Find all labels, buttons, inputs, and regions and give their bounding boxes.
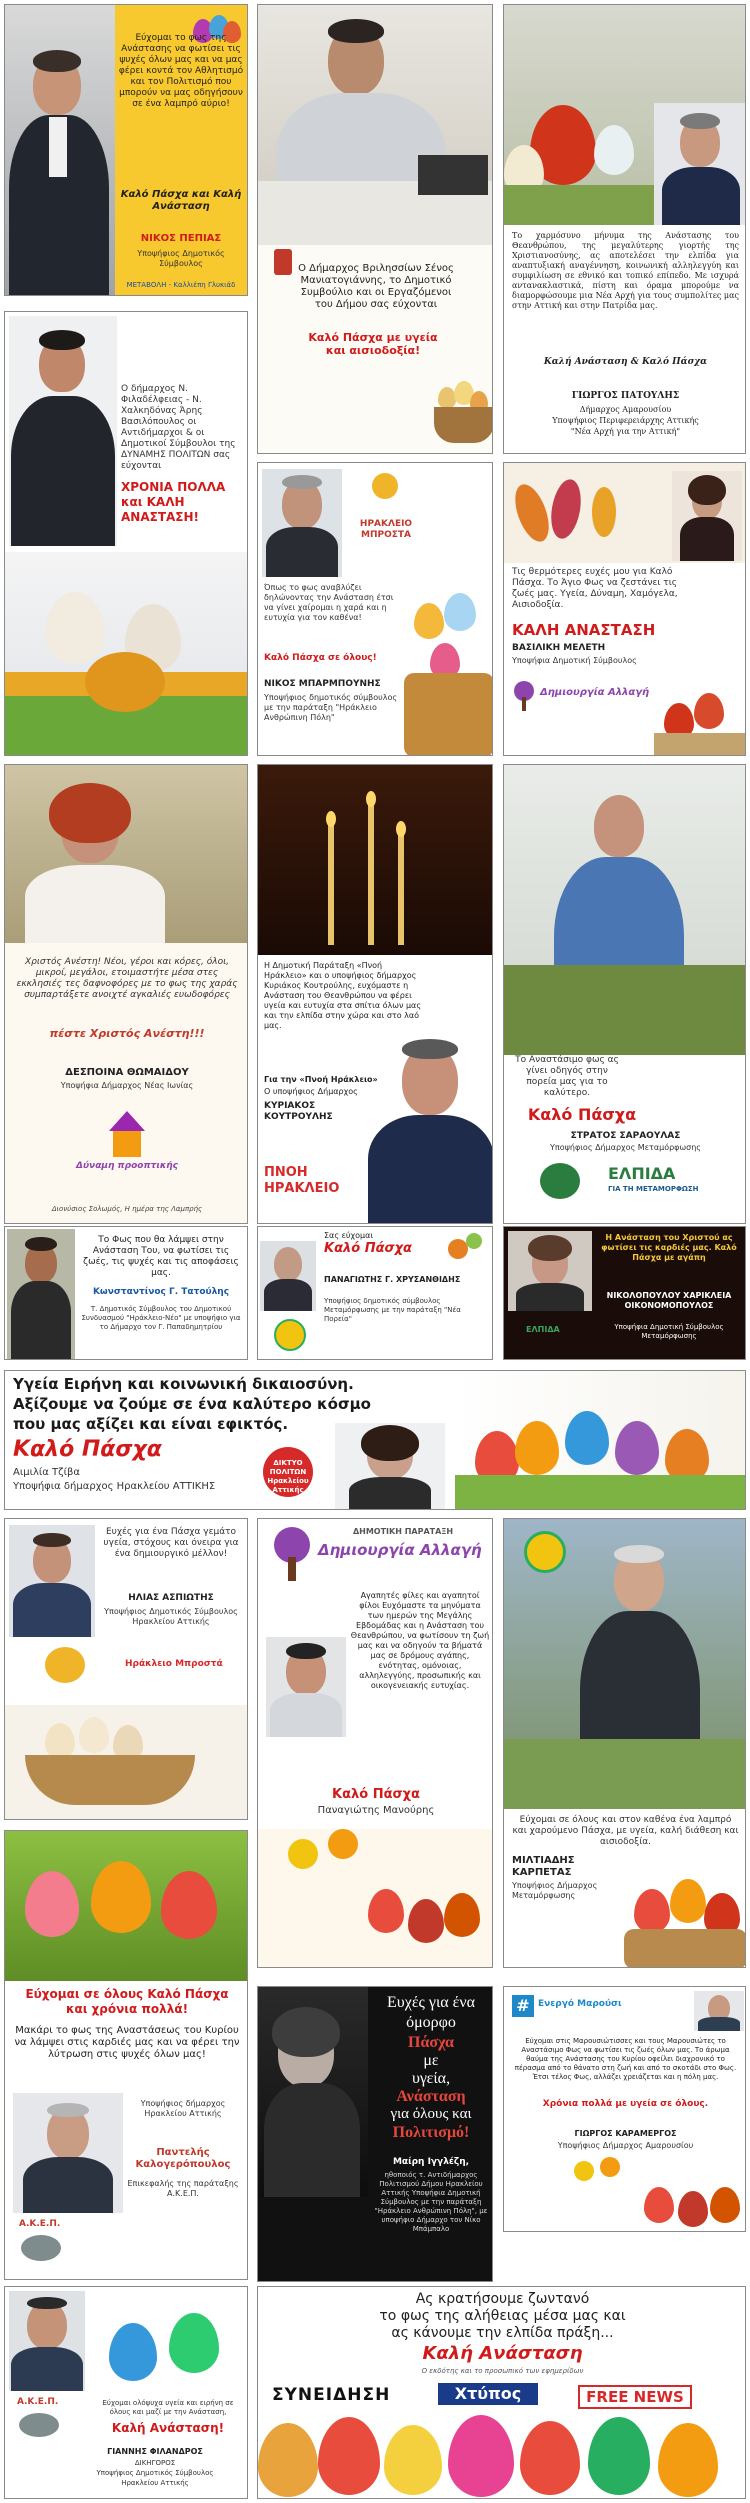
ad-body: Τις θερμότερες ευχές μου για Καλό Πάσχα. Το Άγιο Φως να ζεστάνει τις ζωές μας. Υγεία, Δύναμη, Χαμόγελα, Αισιοδοξία.	[512, 567, 678, 610]
portrait-photo	[335, 1423, 445, 1510]
candidate-name: ΠΑΝΑΓΙΩΤΗΣ Γ. ΧΡΥΣΑΝΘΙΔΗΣ	[324, 1275, 461, 1284]
ad-koutroulis	[257, 764, 493, 1224]
candidate-name: ΚΥΡΙΑΚΟΣ ΚΟΥΤΡΟΥΛΗΣ	[264, 1101, 333, 1122]
portrait-photo	[694, 1991, 744, 2031]
party-logo	[356, 473, 416, 513]
party-logo-emblem	[524, 1531, 566, 1573]
candidate-name: ΗΛΙΑΣ ΑΣΠΙΩΤΗΣ	[128, 1593, 214, 1603]
portrait-photo	[508, 1231, 592, 1311]
candidate-role: Υποψήφιος Δήμαρχος Αμαρουσίου	[557, 2141, 694, 2150]
footer-text: Διονύσιος Σολωμός, Η ημέρα της Λαμπρής	[51, 1205, 203, 1213]
flowers-eggs	[544, 2157, 744, 2232]
candidate-name: Παναγιώτης Μανούρης	[317, 1805, 435, 1816]
greeting: Καλό Πάσχα	[527, 1105, 637, 1124]
headline-2: όμορφο	[406, 2014, 456, 2031]
candidate-name: Μαίρη Ιγγλέζη,	[392, 2157, 470, 2167]
party-logo-tree	[512, 681, 536, 711]
portrait-photo	[504, 765, 746, 1055]
candidate-role: Υποψήφια Δήμαρχος Νέας Ιωνίας	[60, 1081, 194, 1090]
candidate-name: ΣΤΡΑΤΟΣ ΣΑΡΑΟΥΛΑΣ	[570, 1131, 681, 1141]
party-name: "Νέα Αρχή για την Αττική"	[570, 427, 681, 436]
greeting: Καλή Ανάσταση	[422, 2343, 583, 2364]
ad-filandros	[4, 2286, 248, 2499]
candidate-name: ΝΙΚΟΣ ΜΠΑΡΜΠΟΥΝΗΣ	[264, 679, 381, 689]
party-logo-text: Ηράκλειο Μπροστά	[125, 1659, 223, 1669]
ad-newspaper	[257, 2286, 746, 2499]
ad-maniatogiannis	[257, 4, 493, 454]
line-2: το φως της αλήθειας μέσα μας και	[379, 2308, 626, 2324]
line-3: ας κάνουμε την ελπίδα πράξη...	[391, 2325, 614, 2341]
candidate-role: Υποψήφιος δημοτικός σύμβουλος Μεταμόρφωσης με την παράταξη "Νέα Πορεία"	[324, 1297, 461, 1323]
easter-eggs	[654, 663, 746, 756]
headline-3: Πάσχα	[408, 2034, 454, 2051]
greeting: Εύχομαι σε όλους Καλό Πάσχα και χρόνια πολλά!	[25, 1987, 229, 2016]
easter-eggs-banner	[455, 1371, 746, 1510]
footer-text: ΜΕΤΑΒΟΛΗ - Καλλιέπη Γλυκιάδ	[126, 281, 236, 289]
portrait-photo	[9, 316, 117, 546]
ad-body: Το Φως που θα λάμψει στην Ανάσταση Του, να φωτίσει τις ζωές, τις ψυχές και τις αποφάσεις μας.	[83, 1235, 239, 1278]
party-logo-hands	[21, 2235, 61, 2261]
ad-body: Εύχομαι στις Μαρουσιώτισσες και τους Μαρουσιώτες το Αναστάσιμο Φως να φωτίσει τις ζωές όλων μας. Το άρωμα θαύμα της Ανάστασης του Κυρίου οφείλει διαχρονικό το πέρασμα από το θάνατο στη ζωή και από το σκοτάδι στο Φως. Έτσι τέλος Φως, αλλάζει χρειάζεται και η πόλη μας.	[514, 2037, 737, 2081]
greeting: ΚΑΛΗ ΑΝΑΣΤΑΣΗ	[512, 621, 656, 639]
party-logo-text: ΠΝΟΗ ΗΡΑΚΛΕΙΟ	[264, 1165, 340, 1196]
ad-thomaidou	[4, 764, 248, 1224]
line-1: Ας κρατήσουμε ζωντανό	[415, 2291, 590, 2307]
ad-meleti	[503, 462, 746, 756]
candidate-name: ΔΕΣΠΟΙΝΑ ΘΩΜΑΙΔΟΥ	[65, 1067, 189, 1078]
portrait-photo	[260, 1241, 316, 1311]
greeting-prefix: Για την «Πνοή Ηράκλειο»	[264, 1075, 378, 1084]
party-logo-text: ΕΛΠΙΔΑ	[608, 1164, 676, 1183]
ad-barmpounis	[257, 462, 493, 756]
candidate-role: Υποψήφιος Δήμαρχος Μεταμόρφωσης	[550, 1143, 701, 1152]
easter-eggs	[624, 1859, 746, 1968]
ad-manouris	[257, 1518, 493, 1968]
headline-8: Πολιτισμό!	[392, 2124, 470, 2141]
easter-basket	[5, 1705, 248, 1820]
easter-eggs-grass	[5, 1831, 248, 1981]
ad-tatoulis	[4, 1226, 248, 1360]
portrait-photo	[7, 1229, 75, 1359]
candidate-name: ΝΙΚΟΛΟΠΟΥΛΟΥ ΧΑΡΙΚΛΕΙΑ ΟΙΚΟΝΟΜΟΠΟΥΛΟΣ	[606, 1291, 732, 1310]
party-logo-text: Ενεργό Μαρούσι	[538, 1999, 622, 2009]
portrait-photo	[13, 2093, 123, 2213]
ad-karpetas	[503, 1518, 746, 1968]
party-logo-text: Δημιουργία Αλλαγή	[318, 1541, 482, 1559]
greeting: Καλό Πάσχα σε όλους!	[264, 653, 377, 663]
candidate-role: Υποψήφια δήμαρχος Ηρακλείου ΑΤΤΙΚΗΣ	[13, 1481, 216, 1492]
line-3: που μας αξίζει και είναι εφικτός.	[13, 1415, 289, 1433]
party-logo-text: ΔΙΚΤΥΟ ΠΟΛΙΤΩΝ Ηρακλείου Αττικής	[267, 1459, 309, 1494]
brand-free-news: FREE NEWS	[578, 2385, 692, 2409]
candidate-role-3: Ηρακλείου Αττικής	[121, 2479, 189, 2487]
ad-chrysanthidis	[257, 1226, 493, 1360]
party-logo-tree	[270, 1527, 314, 1581]
ad-body: Όπως το φως αναβλύζει δηλώνοντας την Ανάσταση έτσι να γίνει χαίρομαι η χαρά και η ευτυχία για τον καθένα!	[264, 583, 394, 622]
greeting: Καλή Ανάσταση!	[111, 2421, 225, 2435]
flower-basket	[434, 347, 493, 447]
candidate-role: Δήμαρχος Αμαρουσίου	[579, 405, 672, 414]
ad-body: Το χαρμόσυνο μήνυμα της Ανάστασης του Θεανθρώπου, της μεγαλύτερης γιορτής της Χριστιανοσύνης, ας αποτελέσει την ελπίδα για αναπτυξιακή αναγέννηση, κοινωνική αλληλεγγύη και συμφιλίωση σε εθνικό και τοπικό επίπεδο. Με ισχυρά αντανακλαστικά, πίστη και όραμα μπορούμε να διαμορφώσουμε μια Νέα Αρχή για τους συμπολίτες μας στην Αττική και στην Πατρίδα μας.	[512, 231, 739, 310]
candidate-role: Υποψήφιος δημοτικός σύμβουλος με την παράταξη "Ηράκλειο Ανθρώπινη Πόλη"	[264, 693, 398, 722]
brand-chtypos: Χτύπος	[438, 2383, 538, 2405]
headline-5: υγεία,	[411, 2070, 451, 2087]
easter-eggs-row	[258, 2413, 746, 2499]
portrait-photo	[5, 765, 248, 943]
ad-body: Η Ανάσταση του Χριστού ας φωτίσει τις καρδιές μας. Καλό Πάσχα με αγάπη	[601, 1233, 737, 1262]
party-logo-emblem	[540, 1163, 580, 1199]
candidate-role: Τ. Δημοτικός Σύμβουλος του Δημοτικού Συνδυασμού "Ηράκλειο-Νέο" με υποψήφιο για το Δήμαρχο τον Γ. Παπαδημητρίου	[81, 1305, 241, 1331]
party-logo-house	[105, 1111, 149, 1157]
ad-oikonomidou	[503, 1226, 746, 1360]
ad-body: Εύχομαι σε όλους και στον καθένα ένα λαμπρό και χαρούμενο Πάσχα, με υγεία, καλή διάθεση και αισιοδοξία.	[512, 1815, 739, 1847]
party-logo-emblem	[274, 1319, 306, 1351]
party-logo-text: Α.Κ.Ε.Π.	[19, 2219, 61, 2229]
candidate-portrait	[654, 103, 746, 225]
ad-body: Εύχομαι το φως της Ανάστασης να φωτίσει τις ψυχές όλων μας και να μας φέρει κοντά τον Αθλητισμό και τον Πολιτισμό που μπορούν να μας οδηγήσουν σε ένα λαμπρό αύριο!	[118, 33, 244, 109]
portrait-photo	[262, 469, 342, 577]
candidate-role: ηθοποιός τ. Αντιδήμαρχος Πολιτισμού Δήμου Ηρακλείου Αττικής Υποψήφια Δημοτική Σύμβουλος με την παράταξη "Ηράκλειο Ανθρώπινη Πόλη", με υποψήφιο Δήμαρχο τον Νίκο Μπάμπαλο	[374, 2171, 488, 2233]
portrait-photo	[5, 5, 115, 296]
easter-eggs-bow	[5, 552, 248, 756]
municipality-emblem	[274, 249, 292, 275]
candidate-name: ΝΙΚΟΣ ΠΕΠΙΑΣ	[140, 233, 222, 244]
ad-body: Ο δήμαρχος Ν. Φιλαδέλφειας - Ν. Χαλκηδόνας Άρης Βασιλόπουλος οι Αντιδήμαρχοι & οι Δημοτικοί Σύμβουλοι της ΔΥΝΑΜΗΣ ΠΟΛΙΤΩΝ σας εύχονται	[121, 384, 236, 471]
greeting: Καλό Πάσχα με υγεία και αισιοδοξία!	[308, 331, 438, 357]
candidate-name: Αιμιλία Τζίβα	[13, 1467, 80, 1478]
candidate-role: Υποψήφια Δημοτική Σύμβουλος Μεταμόρφωσης	[614, 1323, 724, 1340]
line-2: Αξίζουμε να ζούμε σε ένα καλύτερο κόσμο	[13, 1395, 371, 1413]
candidate-role-2: Επικεφαλής της παράταξης Α.Κ.Ε.Π.	[127, 2179, 239, 2198]
candidate-portrait	[368, 1025, 493, 1224]
greeting: πέστε Χριστός Ανέστη!!!	[49, 1027, 205, 1040]
candidate-role: Υποψήφιος δήμαρχος Ηρακλείου Αττικής	[140, 2099, 226, 2118]
candidate-name: ΓΙΩΡΓΟΣ ΠΑΤΟΥΛΗΣ	[571, 391, 680, 401]
party-logo-hands	[19, 2413, 59, 2437]
greeting: Χρόνια πολλά με υγεία σε όλους.	[542, 2099, 709, 2109]
candidate-role: ΔΙΚΗΓΟΡΟΣ	[134, 2459, 176, 2467]
candidate-name: Κωνσταντίνος Γ. Τατούλης	[92, 1287, 230, 1297]
candidate-role-2: Υποψήφιος Περιφερειάρχης Αττικής	[552, 416, 699, 425]
greeting: Καλό Πάσχα	[324, 1241, 412, 1256]
ad-vasilopoulos	[4, 311, 248, 756]
candidate-name: ΒΑΣΙΛΙΚΗ ΜΕΛΕΤΗ	[512, 643, 606, 653]
ad-body: Ο Δήμαρχος Βριλησσίων Σένος Μανιατογιάννης, το Δημοτικό Συμβούλιο και οι Εργαζόμενοι του Δήμου σας εύχονται	[298, 263, 454, 310]
flowers-eggs	[258, 1829, 493, 1968]
headline-4: με	[423, 2052, 439, 2069]
party-logo-text: ΗΡΑΚΛΕΙΟ ΜΠΡΟΣΤΑ	[359, 519, 413, 540]
headline-7: για όλους και	[390, 2106, 472, 2122]
ad-body: Ευχές για ένα Πάσχα γεμάτο υγεία, στόχους και όνειρα για ένα δημιουργικό μέλλον!	[103, 1527, 239, 1559]
candidate-name: Παντελής Καλογερόπουλος	[135, 2147, 231, 2170]
party-logo-text: ΕΛΠΙΔΑ	[526, 1325, 560, 1334]
candles-photo	[258, 765, 493, 955]
candidate-role: Υποψήφιος Δημοτικός Σύμβουλος	[137, 249, 225, 268]
party-logo-text: Δύναμη προοπτικής	[76, 1161, 178, 1171]
easter-basket	[404, 563, 493, 756]
candidate-role: Υποψήφια Δημοτική Σύμβουλος	[512, 656, 637, 665]
party-logo-emblem	[45, 1647, 85, 1683]
portrait-photo	[672, 471, 742, 561]
candidate-name: ΓΙΩΡΓΟΣ ΚΑΡΑΜΕΡΓΟΣ	[574, 2129, 677, 2138]
ad-patoulis	[503, 4, 746, 454]
candidate-name: ΜΙΛΤΙΑΔΗΣ ΚΑΡΠΕΤΑΣ	[512, 1855, 575, 1878]
ad-body: Αγαπητές φίλες και αγαπητοί φίλοι Ευχόμαστε τα μηνύματα των ημερών της Μεγάλης Εβδομάδας και η Ανάσταση του Θεανθρώπου, να φωτίσουν τη ζωή μας και να οδηγούν τα βήματά μας σε δρόμους αγάπης, ενότητας, ομόνοιας, αλληλεγγύης, προσωπικής και οικογενειακής ευτυχίας.	[350, 1591, 490, 1690]
hashtag-icon: #	[512, 1995, 534, 2017]
ad-kalogeropoulos	[4, 1830, 248, 2280]
portrait-photo	[258, 1987, 368, 2197]
brand-syneidisi: ΣΥΝΕΙΔΗΣΗ	[272, 2385, 391, 2405]
greeting: Καλό Πάσχα και Καλή Ανάσταση	[120, 189, 242, 212]
greeting: ΧΡΟΝΙΑ ΠΟΛΛΑ και ΚΑΛΗ ΑΝΑΣΤΑΣΗ!	[121, 480, 226, 524]
ad-iglezi	[257, 1986, 493, 2282]
portrait-photo	[9, 1525, 95, 1637]
headline-1: Ευχές για ένα	[387, 1994, 475, 2011]
greeting: Καλό Πάσχα	[13, 1437, 162, 1462]
ad-body: Η Δημοτική Παράταξη «Πνοή Ηράκλειο» και ο υποψήφιος δήμαρχος Κυριάκος Κουτρούλης, ευχόμαστε η Ανάσταση του Θεανθρώπου να φέρει υγεία και ευτυχία στα σπίτια όλων μας και την ελπίδα στην χώρα και στο λαό μας.	[264, 961, 422, 1030]
portrait-photo	[266, 1637, 346, 1737]
headline-6: Ανάσταση	[396, 2088, 466, 2105]
candidate-role-2: Υποψήφιος Δημοτικός Σύμβουλος	[96, 2469, 214, 2477]
ad-saradoulas	[503, 764, 746, 1224]
greeting-prefix: Σας εύχομαι	[324, 1231, 374, 1240]
candidate-role: Υποψήφιος Δημοτικός Σύμβουλος Ηρακλείου Αττικής	[104, 1607, 238, 1626]
ad-body: Εύχομαι ολόψυχα υγεία και ειρήνη σε όλους και μαζί με την Ανάσταση,	[102, 2399, 234, 2416]
candidate-name: ΓΙΑΝΝΗΣ ΦΙΛΑΝΔΡΟΣ	[107, 2447, 203, 2456]
party-logo-subtext: ΓΙΑ ΤΗ ΜΕΤΑΜΟΡΦΩΣΗ	[608, 1185, 699, 1193]
greeting: Καλό Πάσχα	[332, 1787, 420, 1802]
line-1: Υγεία Ειρήνη και κοινωνική δικαιοσύνη.	[13, 1375, 354, 1393]
sub-text: Ο εκδότης και το προσωπικό των εφημερίδων	[421, 2367, 584, 2375]
party-logo-text: Δημιουργία Αλλαγή	[540, 687, 650, 698]
portrait-photo	[504, 1519, 746, 1809]
portrait-photo	[258, 5, 493, 245]
ad-tziva	[4, 1370, 746, 1510]
ad-body: Μακάρι το φως της Αναστάσεως του Κυρίου να λάμψει στις καρδιές μας και να φέρει την λύτρωση στις ψυχές όλων μας!	[14, 2025, 240, 2060]
ad-aspiotis	[4, 1518, 248, 1820]
ad-pepias	[4, 4, 248, 296]
easter-eggs	[89, 2293, 245, 2393]
ad-body: Το Αναστάσιμο φως ας γίνει οδηγός στην πορεία μας για το καλύτερο.	[515, 1055, 619, 1098]
party-logo-text: Α.Κ.Ε.Π.	[17, 2397, 59, 2407]
candidate-role: Υποψήφιος Δήμαρχος Μεταμόρφωσης	[512, 1881, 598, 1900]
easter-flowers	[438, 1229, 492, 1279]
section-header: ΔΗΜΟΤΙΚΗ ΠΑΡΑΤΑΞΗ	[352, 1527, 454, 1536]
greeting: Καλή Ανάσταση & Καλό Πάσχα	[543, 357, 708, 367]
candidate-role: Ο υποψήφιος Δήμαρχος	[264, 1087, 358, 1096]
ad-body: Χριστός Ανέστη! Νέοι, γέροι και κόρες, όλοι, μικροί, μεγάλοι, ετοιμαστήτε μέσα στες εκκλησιές τες δαφνοφόρες με το φως της χαράς συμπαρτάξετε ανοιχτέ αγκαλιές ευωδοφόρες	[16, 957, 238, 1000]
portrait-photo	[9, 2291, 85, 2391]
ad-karamergos	[503, 1986, 746, 2232]
